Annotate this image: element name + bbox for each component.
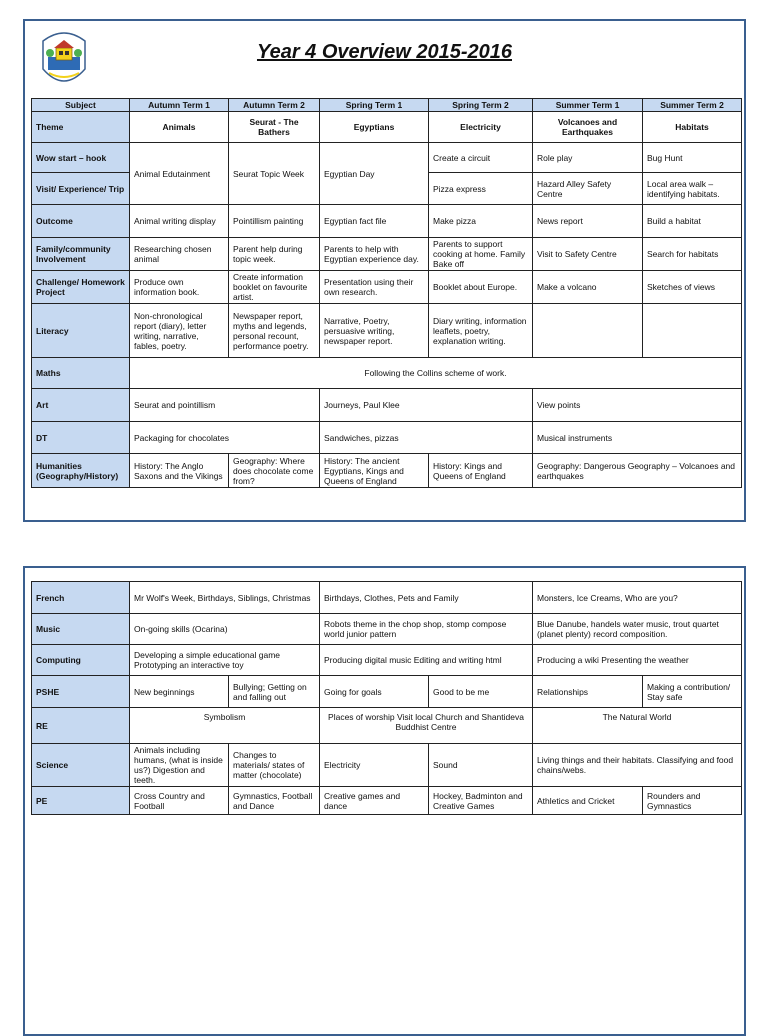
cell: Hazard Alley Safety Centre	[533, 173, 643, 205]
cell: Places of worship Visit local Church and Shantideva Buddhist Centre	[320, 708, 533, 744]
cell: Following the Collins scheme of work.	[130, 358, 742, 389]
row-label: Literacy	[32, 304, 130, 358]
cell: Geography: Where does chocolate come from?	[229, 454, 320, 488]
row-label: Challenge/ Homework Project	[32, 271, 130, 304]
header-cell: Spring Term 1	[320, 99, 429, 112]
cell: Bug Hunt	[643, 143, 742, 173]
cell: Monsters, Ice Creams, Who are you?	[533, 582, 742, 614]
cell: Making a contribution/ Stay safe	[643, 676, 742, 708]
cell: Create information booklet on favourite artist.	[229, 271, 320, 304]
row-label: DT	[32, 422, 130, 454]
overview-page	[23, 19, 746, 522]
cell: Habitats	[643, 112, 742, 143]
cell: Good to be me	[429, 676, 533, 708]
row-label: Science	[32, 744, 130, 787]
cell: Changes to materials/ states of matter (chocolate)	[229, 744, 320, 787]
cell: History: The ancient Egyptians, Kings and Queens of England	[320, 454, 429, 488]
cell: Electricity	[429, 112, 533, 143]
cell: Robots theme in the chop shop, stomp compose world junior pattern	[320, 614, 533, 645]
cell: Local area walk – identifying habitats.	[643, 173, 742, 205]
cell: Birthdays, Clothes, Pets and Family	[320, 582, 533, 614]
cell: News report	[533, 205, 643, 238]
cell: Animal Edutainment	[130, 143, 229, 205]
cell: Parents to support cooking at home. Family Bake off	[429, 238, 533, 271]
cell: Pointillism painting	[229, 205, 320, 238]
cell: Relationships	[533, 676, 643, 708]
header-cell: Summer Term 1	[533, 99, 643, 112]
cell: Hockey, Badminton and Creative Games	[429, 787, 533, 815]
cell: Egyptians	[320, 112, 429, 143]
header-cell: Subject	[32, 99, 130, 112]
row-label: PSHE	[32, 676, 130, 708]
cell: Living things and their habitats. Classifying and food chains/webs.	[533, 744, 742, 787]
subjects-page	[23, 566, 746, 1036]
cell: Animals including humans, (what is inside us?) Digestion and teeth.	[130, 744, 229, 787]
cell: Journeys, Paul Klee	[320, 389, 533, 422]
cell: Musical instruments	[533, 422, 742, 454]
literacy-row	[32, 304, 742, 358]
family-row	[32, 238, 742, 271]
french-row	[32, 582, 742, 614]
dt-row	[32, 422, 742, 454]
cell: The Natural World	[533, 708, 742, 744]
cell	[643, 304, 742, 358]
cell: Symbolism	[130, 708, 320, 744]
cell: Presentation using their own research.	[320, 271, 429, 304]
header-cell: Autumn Term 1	[130, 99, 229, 112]
row-label: Computing	[32, 645, 130, 676]
header-cell: Spring Term 2	[429, 99, 533, 112]
cell: Developing a simple educational game Prototyping an interactive toy	[130, 645, 320, 676]
cell: Volcanoes and Earthquakes	[533, 112, 643, 143]
row-label: Music	[32, 614, 130, 645]
challenge-row	[32, 271, 742, 304]
row-label: Outcome	[32, 205, 130, 238]
pshe-row	[32, 676, 742, 708]
cell: Animals	[130, 112, 229, 143]
cell: Going for goals	[320, 676, 429, 708]
pe-row	[32, 787, 742, 815]
outcome-row	[32, 205, 742, 238]
cell: Non-chronological report (diary), letter writing, narrative, fables, poetry.	[130, 304, 229, 358]
subjects-table	[31, 581, 742, 815]
cell: Search for habitats	[643, 238, 742, 271]
cell: Researching chosen animal	[130, 238, 229, 271]
cell: Seurat - The Bathers	[229, 112, 320, 143]
page-title: Year 4 Overview 2015-2016	[256, 41, 512, 63]
re-row	[32, 708, 742, 744]
cell: Packaging for chocolates	[130, 422, 320, 454]
row-label: PE	[32, 787, 130, 815]
music-row	[32, 614, 742, 645]
row-label: Wow start – hook	[32, 143, 130, 173]
cell: Sandwiches, pizzas	[320, 422, 533, 454]
cell	[533, 304, 643, 358]
cell: Animal writing display	[130, 205, 229, 238]
header-cell: Autumn Term 2	[229, 99, 320, 112]
cell: Diary writing, information leaflets, poetry, explanation writing.	[429, 304, 533, 358]
row-label: RE	[32, 708, 130, 744]
row-label: Theme	[32, 112, 130, 143]
cell: Egyptian fact file	[320, 205, 429, 238]
header-row	[32, 99, 742, 112]
cell: View points	[533, 389, 742, 422]
cell: Seurat Topic Week	[229, 143, 320, 205]
cell: Mr Wolf's Week, Birthdays, Siblings, Christmas	[130, 582, 320, 614]
overview-table	[31, 98, 742, 488]
cell: Producing digital music Editing and writing html	[320, 645, 533, 676]
cell: Narrative, Poetry, persuasive writing, newspaper report.	[320, 304, 429, 358]
maths-row	[32, 358, 742, 389]
cell: Geography: Dangerous Geography – Volcanoes and earthquakes	[533, 454, 742, 488]
cell: Rounders and Gymnastics	[643, 787, 742, 815]
cell: Egyptian Day	[320, 143, 429, 205]
cell: Build a habitat	[643, 205, 742, 238]
cell: Producing a wiki Presenting the weather	[533, 645, 742, 676]
row-label: French	[32, 582, 130, 614]
cell: Make pizza	[429, 205, 533, 238]
cell: Athletics and Cricket	[533, 787, 643, 815]
row-label: Humanities (Geography/History)	[32, 454, 130, 488]
row-label: Art	[32, 389, 130, 422]
cell: Create a circuit	[429, 143, 533, 173]
cell: Electricity	[320, 744, 429, 787]
science-row	[32, 744, 742, 787]
cell: On-going skills (Ocarina)	[130, 614, 320, 645]
cell: Cross Country and Football	[130, 787, 229, 815]
cell: New beginnings	[130, 676, 229, 708]
cell: Booklet about Europe.	[429, 271, 533, 304]
row-label: Maths	[32, 358, 130, 389]
header-cell: Summer Term 2	[643, 99, 742, 112]
cell: Blue Danube, handels water music, trout quartet (planet plenty) record composition.	[533, 614, 742, 645]
cell: History: Kings and Queens of England	[429, 454, 533, 488]
cell: Pizza express	[429, 173, 533, 205]
cell: Creative games and dance	[320, 787, 429, 815]
cell: Newspaper report, myths and legends, personal recount, performance poetry.	[229, 304, 320, 358]
cell: Make a volcano	[533, 271, 643, 304]
cell: Bullying; Getting on and falling out	[229, 676, 320, 708]
cell: Parent help during topic week.	[229, 238, 320, 271]
theme-row	[32, 112, 742, 143]
row-label: Family/community Involvement	[32, 238, 130, 271]
cell: Role play	[533, 143, 643, 173]
cell: Visit to Safety Centre	[533, 238, 643, 271]
computing-row	[32, 645, 742, 676]
cell: Seurat and pointillism	[130, 389, 320, 422]
cell: Parents to help with Egyptian experience day.	[320, 238, 429, 271]
cell: Produce own information book.	[130, 271, 229, 304]
row-label: Visit/ Experience/ Trip	[32, 173, 130, 205]
cell: Sound	[429, 744, 533, 787]
humanities-row	[32, 454, 742, 488]
art-row	[32, 389, 742, 422]
cell: History: The Anglo Saxons and the Vikings	[130, 454, 229, 488]
wow-row	[32, 143, 742, 173]
cell: Gymnastics, Football and Dance	[229, 787, 320, 815]
cell: Sketches of views	[643, 271, 742, 304]
